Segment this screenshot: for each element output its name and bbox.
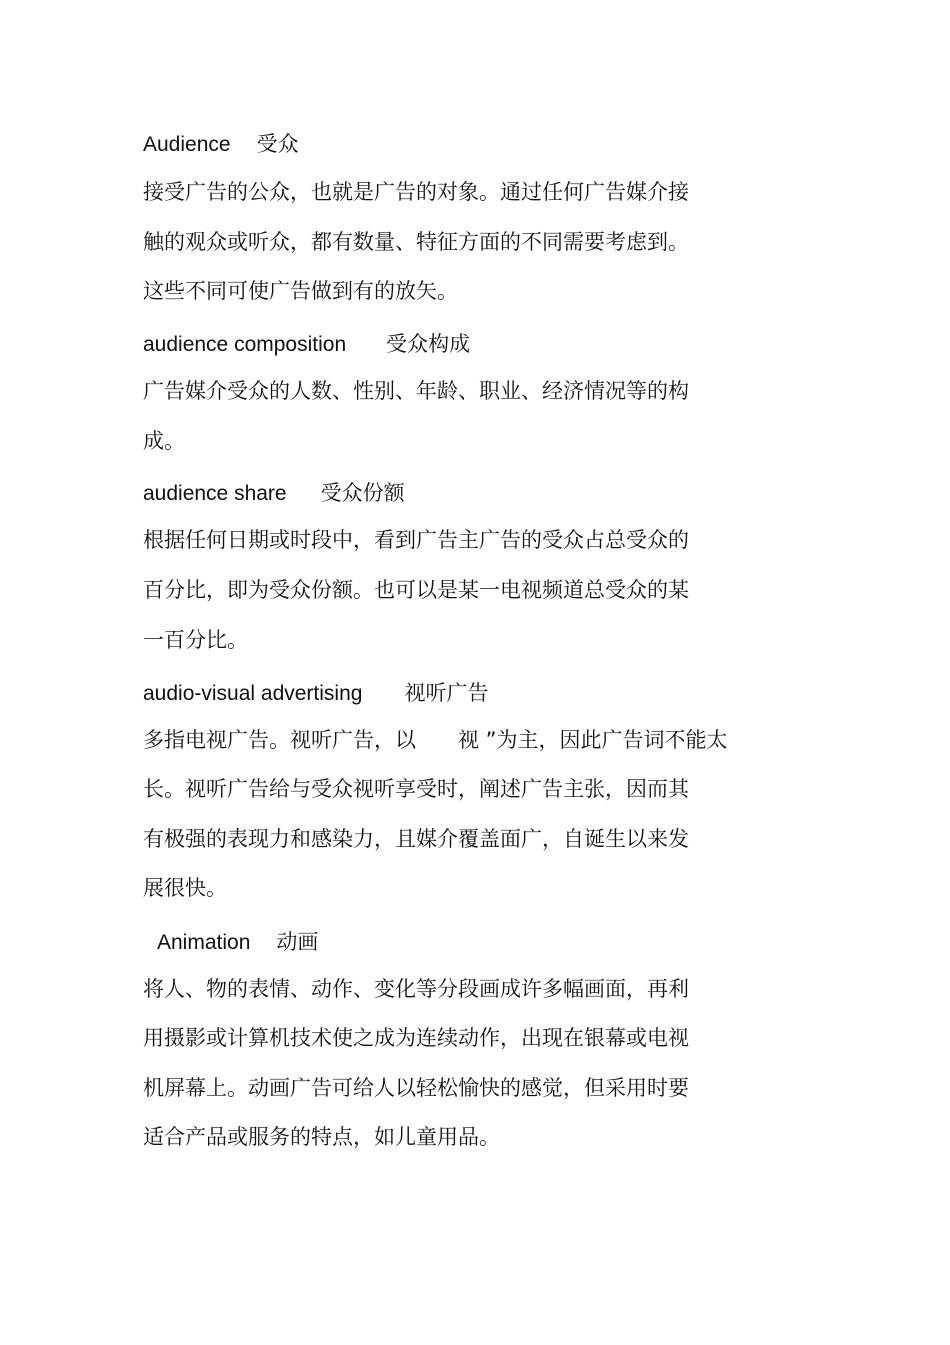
term-english: audio-visual advertising [143, 682, 363, 705]
definition-line: 有极强的表现力和感染力，且媒介覆盖面广，自诞生以来发 [143, 827, 689, 851]
definition-line: 多指电视广告。视听广告，以 视 ”为主，因此广告词不能太 [143, 728, 728, 752]
definition-line: 将人、物的表情、动作、变化等分段画成许多幅画面，再利 [143, 977, 689, 1001]
term-english: audience composition [143, 333, 347, 356]
term-english: Animation [157, 931, 251, 954]
term-english: Audience [143, 133, 231, 156]
term-heading [143, 678, 488, 708]
definition-line: 这些不同可使广告做到有的放矢。 [143, 279, 458, 303]
definition-line: 根据任何日期或时段中，看到广告主广告的受众占总受众的 [143, 528, 689, 552]
term-chinese: 受众构成 [386, 332, 471, 356]
definition-line: 一百分比。 [143, 628, 248, 652]
term-heading [143, 129, 299, 159]
definition-line: 百分比，即为受众份额。也可以是某一电视频道总受众的某 [143, 578, 689, 602]
term-heading [143, 329, 470, 359]
term-chinese: 视听广告 [404, 681, 489, 705]
term-chinese: 受众份额 [320, 481, 405, 505]
definition-line: 用摄影或计算机技术使之成为连续动作，出现在银幕或电视 [143, 1026, 689, 1050]
definition-line: 广告媒介受众的人数、性别、年龄、职业、经济情况等的构 [143, 379, 689, 403]
term-heading [143, 478, 405, 508]
term-english: audience share [143, 482, 287, 505]
term-heading [157, 927, 318, 957]
definition-line: 长。视听广告给与受众视听享受时，阐述广告主张，因而其 [143, 777, 689, 801]
term-chinese: 受众 [256, 132, 299, 156]
definition-line: 适合产品或服务的特点，如儿童用品。 [143, 1125, 500, 1149]
definition-line: 接受广告的公众，也就是广告的对象。通过任何广告媒介接 [143, 180, 689, 204]
definition-line: 展很快。 [143, 876, 227, 900]
definition-line: 机屏幕上。动画广告可给人以轻松愉快的感觉，但采用时要 [143, 1076, 689, 1100]
definition-line: 触的观众或听众，都有数量、特征方面的不同需要考虑到。 [143, 230, 689, 254]
term-chinese: 动画 [276, 930, 319, 954]
definition-line: 成。 [143, 429, 185, 453]
